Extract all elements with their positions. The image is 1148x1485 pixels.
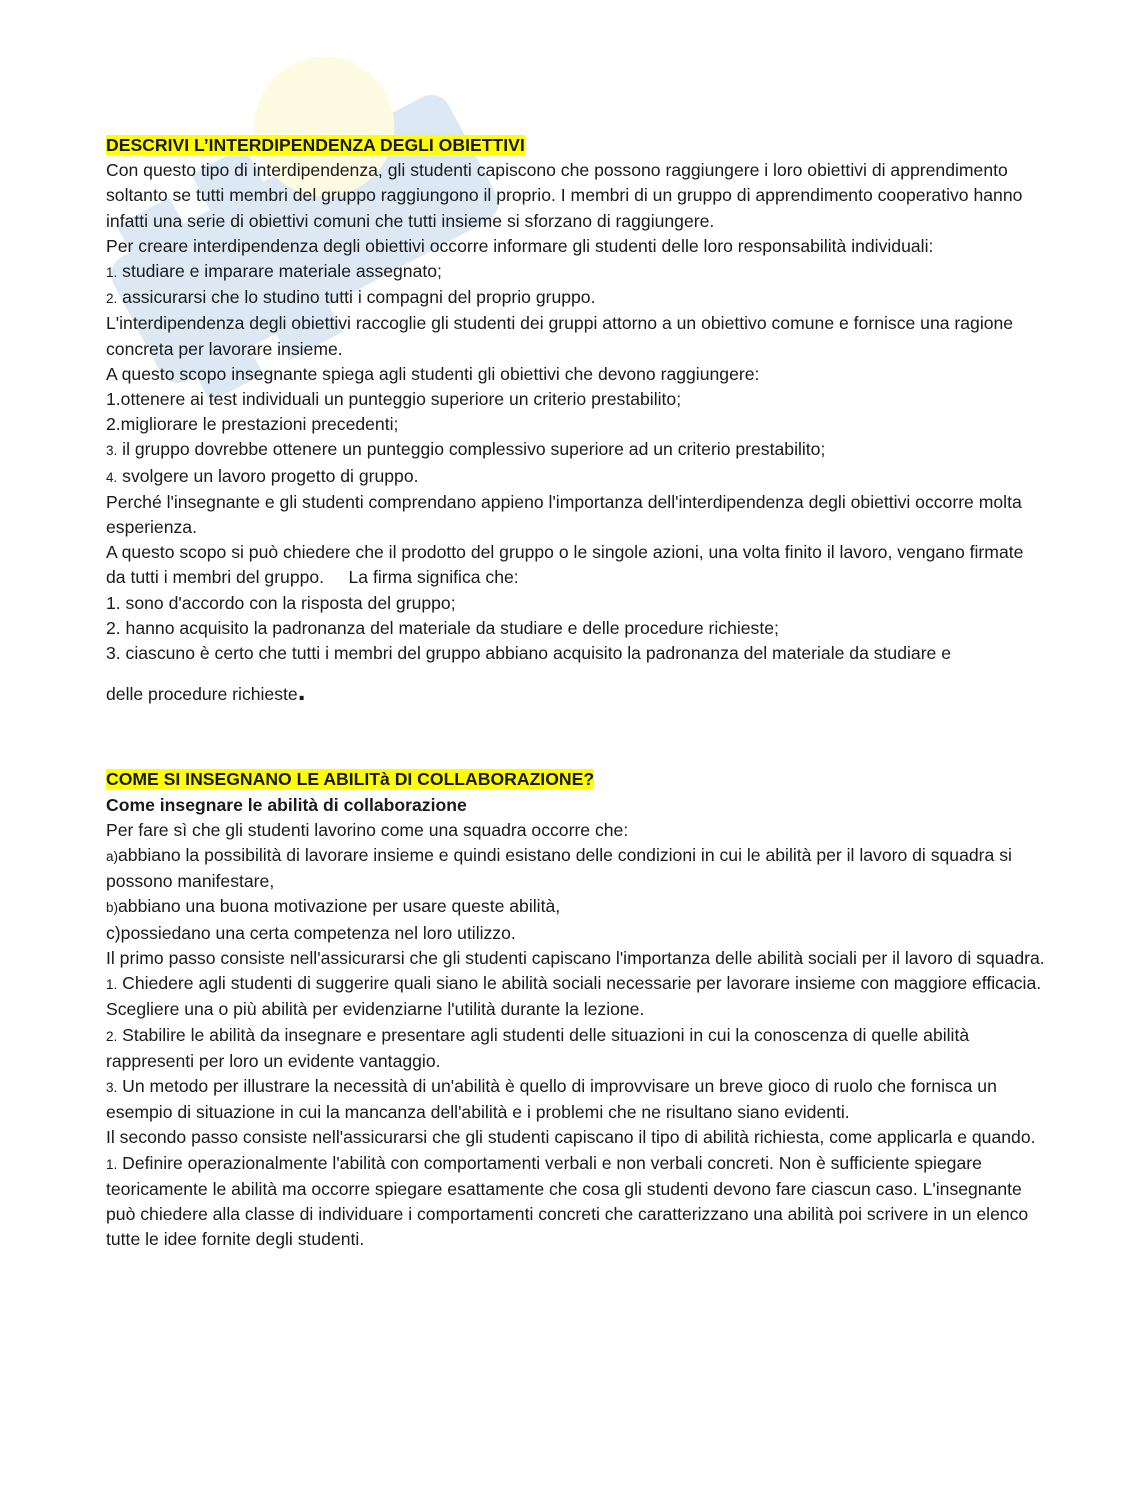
section2-heading: COME SI INSEGNANO LE ABILITà DI COLLABORAZIONE? [106, 769, 595, 790]
list-item: 2. Stabilire le abilità da insegnare e presentare agli studenti delle situazioni in cui la conoscenza di quelle abilità rappresenti per loro un evidente vantaggio. [106, 1024, 970, 1071]
document-page [106, 133, 1046, 1252]
section1-para3: L'interdipendenza degli obiettivi raccoglie gli studenti dei gruppi attorno a un obiettivo comune e fornisce una ragione concreta per lavorare insieme. [106, 313, 1014, 359]
section2-para2: Il primo passo consiste nell'assicurarsi che gli studenti capiscano l'importanza delle abilità sociali per il lavoro di squadra. [106, 947, 1045, 968]
list-item: b)abbiano una buona motivazione per usare queste abilità, [106, 896, 561, 917]
section1-tail: delle procedure richieste. [106, 675, 306, 707]
section2-para1: Per fare sì che gli studenti lavorino come una squadra occorre che: [106, 819, 629, 840]
list-item: 1. studiare e imparare materiale assegnato; [106, 261, 442, 282]
list-item: 2.migliorare le prestazioni precedenti; [106, 414, 399, 435]
section1-intro: Con questo tipo di interdipendenza, gli studenti capiscono che possono raggiungere i loro obiettivi di apprendimento soltanto se tutti membri del gruppo raggiungono il proprio. I membri di un gruppo di apprendimento cooperativo hanno infatti una serie di obiettivi comuni che tutti insieme si sforzano di raggiungere. [106, 160, 1023, 231]
list-item: 1. Definire operazionalmente l'abilità con comportamenti verbali e non verbali concreti. Non è sufficiente spiegare teoricamente le abilità ma occorre spiegare esattamente che cosa gli studenti devono fare ciascun caso. L'insegnante può chiedere alla classe di individuare i comportamenti concreti che caratterizzano una abilità poi scrivere in un elenco tutte le idee fornite degli studenti. [106, 1152, 1029, 1250]
list-item: 1.ottenere ai test individuali un punteggio superiore un criterio prestabilito; [106, 389, 682, 410]
section1-para6: A questo scopo si può chiedere che il prodotto del gruppo o le singole azioni, una volta finito il lavoro, vengano firmate da tutti i membri del gruppo. La firma significa che: [106, 542, 1029, 588]
section2-para3: Il secondo passo consiste nell'assicurarsi che gli studenti capiscano il tipo di abilità richiesta, come applicarla e quando. [106, 1127, 1036, 1148]
section1-heading: DESCRIVI L’INTERDIPENDENZA DEGLI OBIETTIVI [106, 135, 525, 155]
list-item: 3. il gruppo dovrebbe ottenere un punteggio complessivo superiore ad un criterio prestabilito; [106, 439, 826, 460]
list-item: 1. Chiedere agli studenti di suggerire quali siano le abilità sociali necessarie per lavorare insieme con maggiore efficacia. Scegliere una o più abilità per evidenziarne l'utilità durante la lezione. [106, 973, 1042, 1020]
section1-para4: A questo scopo insegnante spiega agli studenti gli obiettivi che devono raggiungere: [106, 363, 760, 384]
list-item: 3. ciascuno è certo che tutti i membri del gruppo abbiano acquisito la padronanza del materiale da studiare e [106, 643, 952, 664]
section1-para2: Per creare interdipendenza degli obiettivi occorre informare gli studenti delle loro responsabilità individuali: [106, 235, 934, 256]
list-item: 3. Un metodo per illustrare la necessità di un'abilità è quello di improvvisare un breve gioco di ruolo che fornisca un esempio di situazione in cui la mancanza dell'abilità e i problemi che ne risultano siano evidenti. [106, 1075, 997, 1123]
list-item: a)abbiano la possibilità di lavorare insieme e quindi esistano delle condizioni in cui le abilità per il lavoro di squadra si possono manifestare, [106, 845, 1012, 892]
list-item: 2. assicurarsi che lo studino tutti i compagni del proprio gruppo. [106, 287, 596, 308]
list-item: c)possiedano una certa competenza nel loro utilizzo. [106, 922, 516, 943]
section1-para5: Perché l'insegnante e gli studenti comprendano appieno l'importanza dell'interdipendenza degli obiettivi occorre molta esperienza. [106, 491, 1022, 538]
list-item: 4. svolgere un lavoro progetto di gruppo. [106, 465, 419, 486]
list-item: 1. sono d'accordo con la risposta del gruppo; [106, 592, 456, 613]
section2-subtitle: Come insegnare le abilità di collaborazione [106, 794, 467, 815]
list-item: 2. hanno acquisito la padronanza del materiale da studiare e delle procedure richieste; [106, 617, 779, 638]
